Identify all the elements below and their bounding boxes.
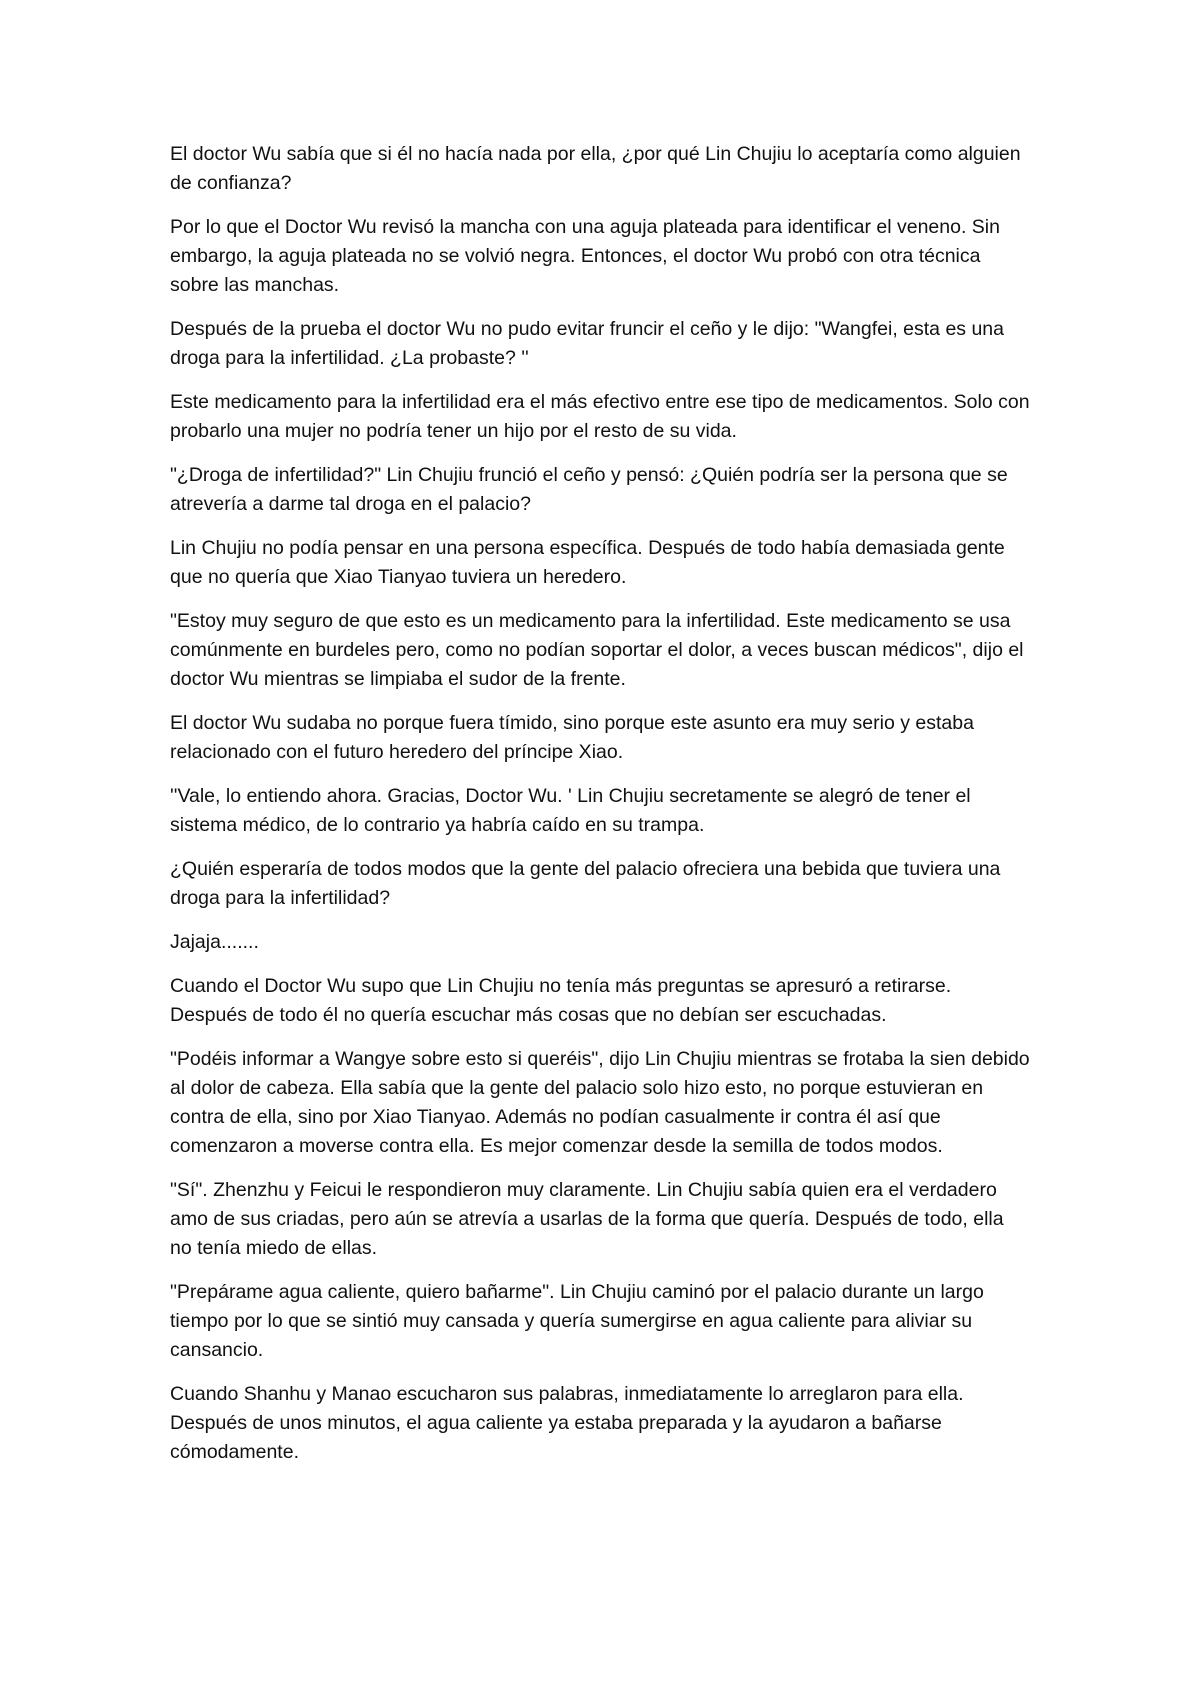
paragraph: ''Vale, lo entiendo ahora. Gracias, Doctor Wu. ' Lin Chujiu secretamente se alegró de tener el sistema médico, de lo contrario ya habría caído en su trampa.: [170, 785, 971, 836]
paragraph: Este medicamento para la infertilidad era el más efectivo entre ese tipo de medicamentos. Solo con probarlo una mujer no podría tener un hijo por el resto de su vida.: [170, 391, 1030, 442]
paragraph: Lin Chujiu no podía pensar en una persona específica. Después de todo había demasiada gente que no quería que Xiao Tianyao tuviera un heredero.: [170, 537, 1005, 588]
document-body: [170, 140, 1030, 1482]
paragraph: El doctor Wu sudaba no porque fuera tímido, sino porque este asunto era muy serio y estaba relacionado con el futuro heredero del príncipe Xiao.: [170, 712, 974, 763]
paragraph: "Prepárame agua caliente, quiero bañarme". Lin Chujiu caminó por el palacio durante un largo tiempo por lo que se sintió muy cansada y quería sumergirse en agua caliente para aliviar su cansancio.: [170, 1281, 984, 1361]
paragraph: Cuando Shanhu y Manao escucharon sus palabras, inmediatamente lo arreglaron para ella. Después de unos minutos, el agua caliente ya estaba preparada y la ayudaron a bañarse cómodamente.: [170, 1383, 964, 1463]
paragraph: Por lo que el Doctor Wu revisó la mancha con una aguja plateada para identificar el veneno. Sin embargo, la aguja plateada no se volvió negra. Entonces, el doctor Wu probó con otra técnica sobre las manchas.: [170, 216, 1000, 296]
paragraph: Después de la prueba el doctor Wu no pudo evitar fruncir el ceño y le dijo: "Wangfei, esta es una droga para la infertilidad. ¿La probaste? '': [170, 318, 1004, 369]
paragraph: "Podéis informar a Wangye sobre esto si queréis", dijo Lin Chujiu mientras se frotaba la sien debido al dolor de cabeza. Ella sabía que la gente del palacio solo hizo esto, no porque estuvieran en contra de ella, sino por Xiao Tianyao. Además no podían casualmente ir contra él así que comenzaron a moverse contra ella. Es mejor comenzar desde la semilla de todos modos.: [170, 1048, 1030, 1157]
paragraph: "Estoy muy seguro de que esto es un medicamento para la infertilidad. Este medicamento se usa comúnmente en burdeles pero, como no podían soportar el dolor, a veces buscan médicos", dijo el doctor Wu mientras se limpiaba el sudor de la frente.: [170, 610, 1024, 690]
paragraph: Jajaja.......: [170, 931, 259, 953]
paragraph: ¿Quién esperaría de todos modos que la gente del palacio ofreciera una bebida que tuviera una droga para la infertilidad?: [170, 858, 1001, 909]
paragraph: "¿Droga de infertilidad?" Lin Chujiu frunció el ceño y pensó: ¿Quién podría ser la persona que se atrevería a darme tal droga en el palacio?: [170, 464, 1008, 515]
paragraph: "Sí". Zhenzhu y Feicui le respondieron muy claramente. Lin Chujiu sabía quien era el verdadero amo de sus criadas, pero aún se atrevía a usarlas de la forma que quería. Después de todo, ella no tenía miedo de ellas.: [170, 1179, 1004, 1259]
paragraph: El doctor Wu sabía que si él no hacía nada por ella, ¿por qué Lin Chujiu lo aceptaría como alguien de confianza?: [170, 143, 1021, 194]
paragraph: Cuando el Doctor Wu supo que Lin Chujiu no tenía más preguntas se apresuró a retirarse. Después de todo él no quería escuchar más cosas que no debían ser escuchadas.: [170, 975, 952, 1026]
